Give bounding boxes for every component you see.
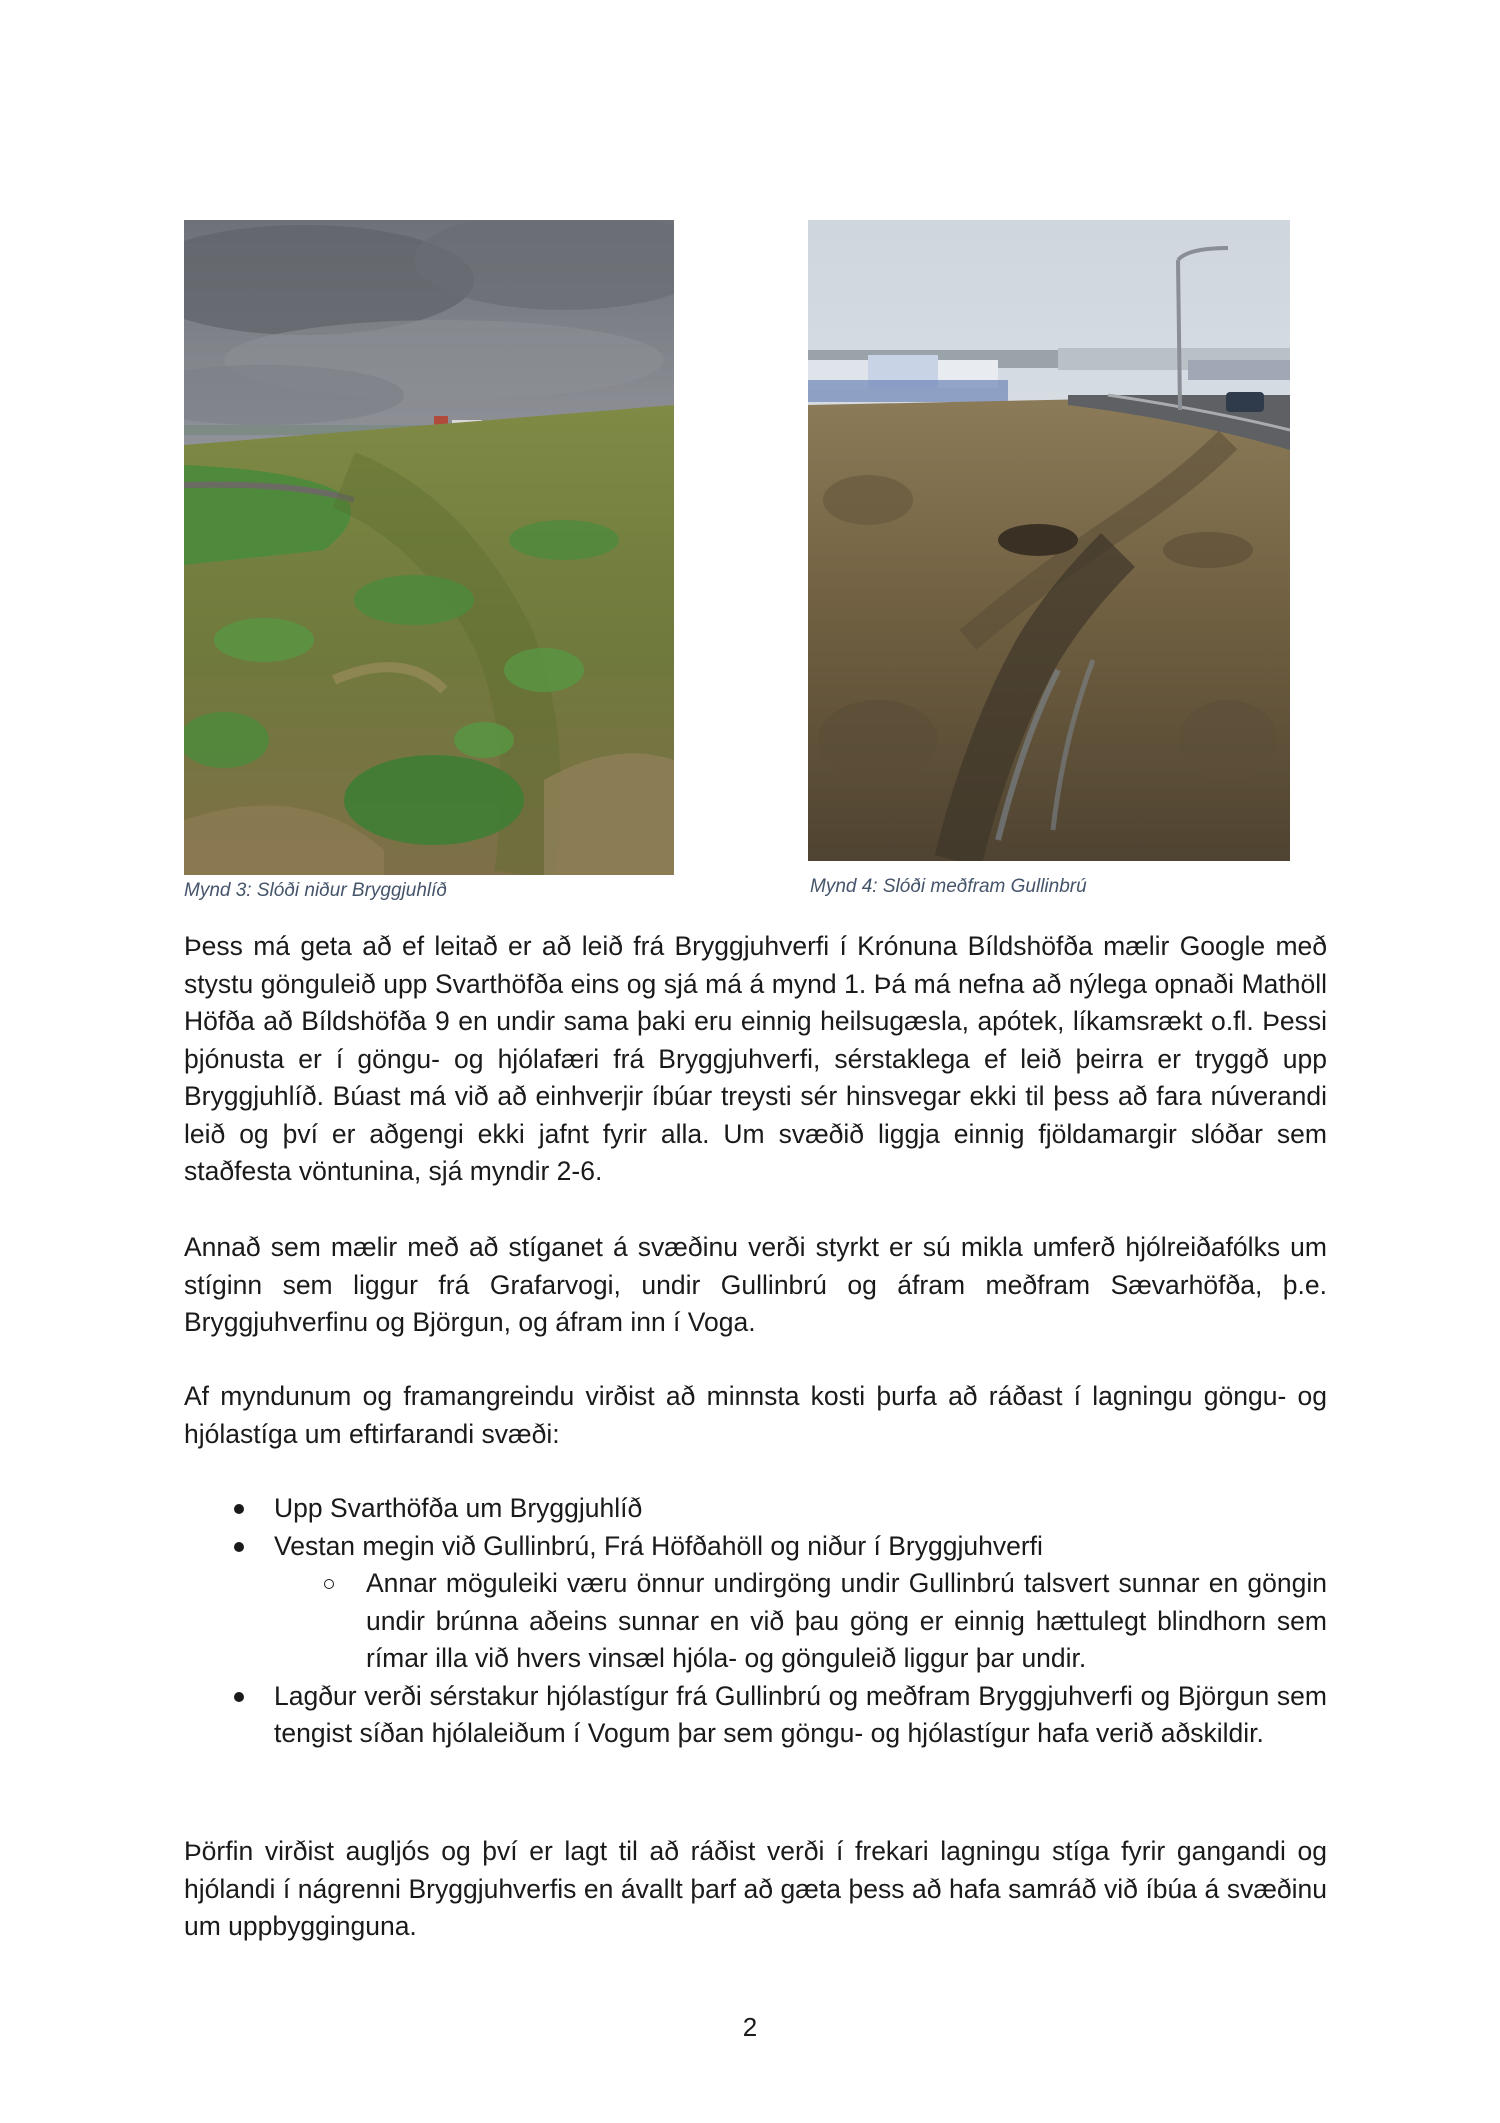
sub-list-item: [274, 1565, 1327, 1678]
body-paragraph-1: Þess má geta að ef leitað er að leið frá Bryggjuhverfi í Krónuna Bíldshöfða mælir Google með stystu gönguleið upp Svarthöfða eins og sjá má á mynd 1. Þá má nefna að nýlega opnaði Mathöll Höfða að Bíldshöfða 9 en undir sama þaki eru einnig heilsugæsla, apótek, líkamsrækt o.fl. Þessi þjónusta er í göngu- og hjólafæri frá Bryggjuhverfi, sérstaklega ef leið þeirra er tryggð upp Bryggjuhlíð. Búast má við að einhverjir íbúar treysti sér hinsvegar ekki til þess að fara núverandi leið og því er aðgengi ekki jafnt fyrir alla. Um svæðið liggja einnig fjöldamargir slóðar sem staðfesta vöntunina, sjá myndir 2-6.: [184, 931, 1327, 1186]
list-item: [184, 1528, 1327, 1678]
bullet-list: [184, 1490, 1327, 1753]
body-paragraph-4: Þörfin virðist augljós og því er lagt til að ráðist verði í frekari lagningu stíga fyrir gangandi og hjólandi í nágrenni Bryggjuhverfis en ávallt þarf að gæta þess að hafa samráð við íbúa á svæðinu um uppbygginguna.: [184, 1836, 1327, 1941]
list-item-text: Lagður verði sérstakur hjólastígur frá Gullinbrú og meðfram Bryggjuhverfi og Björgun sem tengist síðan hjólaleiðum í Vogum þar sem göngu- og hjólastígur hafa verið aðskildir.: [274, 1680, 1327, 1748]
photo-dirt-path: [808, 220, 1290, 861]
bullet-icon: [234, 1692, 244, 1702]
photo-grass-slope: [184, 220, 674, 875]
list-item-text: Upp Svarthöfða um Bryggjuhlíð: [274, 1493, 643, 1523]
bullet-icon: [234, 1504, 244, 1514]
figure-caption-4: Mynd 4: Slóði meðfram Gullinbrú: [810, 876, 1087, 897]
bullet-icon: [234, 1542, 244, 1552]
list-item: [184, 1490, 1327, 1528]
sub-bullet-list: [274, 1565, 1327, 1678]
list-item-text: Vestan megin við Gullinbrú, Frá Höfðahöll og niður í Bryggjuhverfi: [274, 1530, 1043, 1561]
sub-list-item-text: Annar möguleiki væru önnur undirgöng undir Gullinbrú talsvert sunnar en göngin undir brúnna aðeins sunnar en við þau göng er einnig hættulegt blindhorn sem rímar illa við hvers vinsæl hjóla- og gönguleið liggur þar undir.: [366, 1568, 1327, 1673]
body-paragraph-2: Annað sem mælir með að stíganet á svæðinu verði styrkt er sú mikla umferð hjólreiðafólks um stíginn sem liggur frá Grafarvogi, undir Gullinbrú og áfram meðfram Sævarhöfða, þ.e. Bryggjuhverfinu og Björgun, og áfram inn í Voga.: [184, 1232, 1327, 1337]
body-paragraph-3: Af myndunum og framangreindu virðist að minnsta kosti þurfa að ráðast í lagningu göngu- og hjólastíga um eftirfarandi svæði:: [184, 1381, 1327, 1449]
hollow-bullet-icon: [324, 1579, 334, 1589]
photo-grass-slope-image: [184, 220, 674, 875]
figure-caption-3: Mynd 3: Slóði niður Bryggjuhlíð: [184, 880, 447, 901]
page-number: 2: [742, 2012, 758, 2042]
list-item: [184, 1678, 1327, 1753]
photo-dirt-path-image: [808, 220, 1290, 861]
